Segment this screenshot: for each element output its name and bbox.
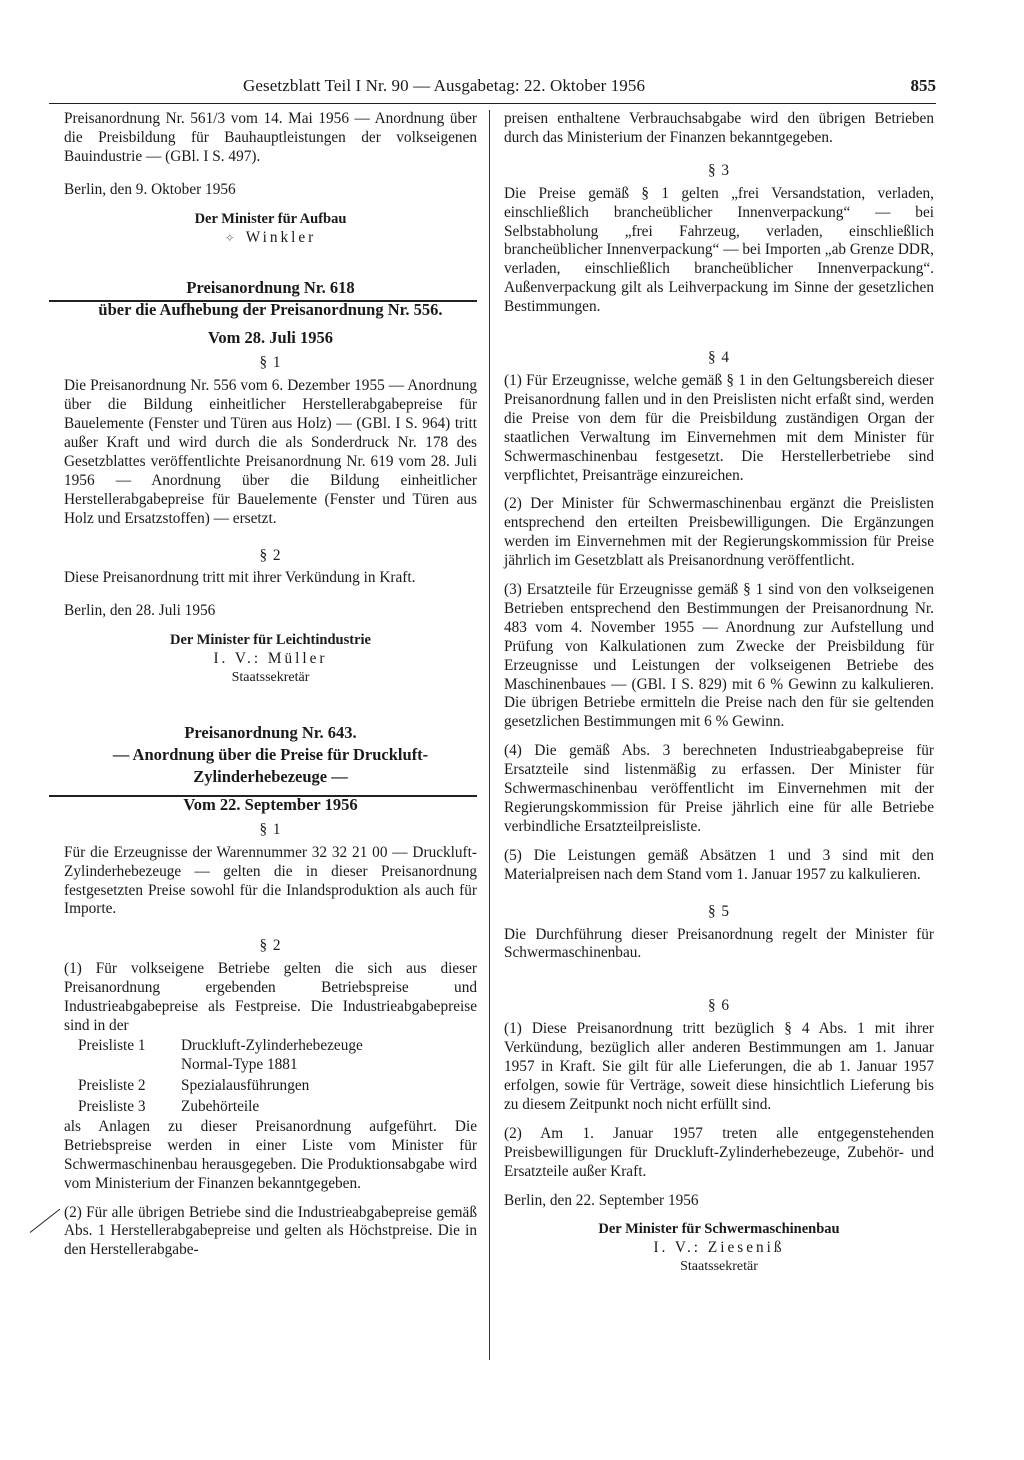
final-signer-role: Staatssekretär <box>680 1259 758 1275</box>
po618-section-2-text: Diese Preisanordnung tritt mit ihrer Verkündung in Kraft. <box>64 569 416 587</box>
po618-date: Vom 28. Juli 1956 <box>208 328 333 348</box>
section-4-p3: (3) Ersatzteile für Erzeugnisse gemäß § 1 sind von den volkseigenen Betrieben entsprechend den Bestimmungen der Preisanordnung Nr. 483 vom 4. November 1955 — Anordnung zur Aufstellung und Prüfung von Kalkulationen zum Zwecke der Preisbildung für Erzeugnisse und Leistungen der volkseigenen Betriebe des Maschinenbaues — (GBl. I S. 829) mit 6 % Gewinn zu kalkulieren. Die übrigen Betriebe ermitteln die Preise nach den für sie geltenden gesetzlichen Bestimmungen mit 6 % Gewinn. <box>504 581 934 731</box>
section-4-p5: (5) Die Leistungen gemäß Absätzen 1 und 3 sind mit den Materialpreisen nach dem Stand vom 1. Januar 1957 zu kalkulieren. <box>504 846 934 883</box>
po618-place-date: Berlin, den 28. Juli 1956 <box>64 602 216 620</box>
price-list-desc: Druckluft-Zylinderhebezeuge Normal-Type 1881 <box>181 1036 363 1073</box>
page-number: 855 <box>910 76 936 95</box>
section-3-text: Die Preise gemäß § 1 gelten „frei Versandstation, verladen, einschließlich brancheüblicher Innenverpackung“ — bei Selbstabholung „frei Fahrzeug, verladen, einschließlich brancheüblicher Innenverpackung“ — bei Importen „ab Grenze DDR, verladen, einschließlich brancheüblicher Innenverpackung“. Außenverpackung gilt als Leihverpackung im Sinne der gesetzlichen Bestimmungen. <box>504 184 934 316</box>
header-rule <box>49 103 936 104</box>
section-rule-2 <box>49 795 477 797</box>
intro-place-date: Berlin, den 9. Oktober 1956 <box>64 180 236 198</box>
po618-signer-name: I. V.: Müller <box>213 650 328 668</box>
section-rule-1 <box>49 300 477 302</box>
po643-section-2: § 2 <box>259 937 282 955</box>
po618-signer: Der Minister für Leichtindustrie <box>170 632 371 649</box>
po618-title-line1: Preisanordnung Nr. 618 <box>186 278 355 298</box>
po618-section-2: § 2 <box>259 546 282 564</box>
po643-section-1: § 1 <box>259 820 282 838</box>
po643-date: Vom 22. September 1956 <box>183 794 358 814</box>
po643-section-2-p1-cont: als Anlagen zu dieser Preisanordnung aufgeführt. Die Betriebspreise werden in einer Liste vom Minister für Schwermaschinenbau herausgegeben. Die Produktionsabgabe wird vom Ministerium der Finanzen bekanntgegeben. <box>64 1117 477 1192</box>
price-list-row <box>78 1036 401 1076</box>
section-5: § 5 <box>707 902 731 920</box>
section-4-p1: (1) Für Erzeugnisse, welche gemäß § 1 in den Geltungsbereich dieser Preisanordnung fallen und in den Preislisten nicht erfaßt sind, werden die Preise von dem für die Preisbildung zuständigen Organ der staatlichen Verwaltung im Einvernehmen mit dem Minister für Schwermaschinenbau festgesetzt. Die Herstellerbetriebe sind verpflichtet, Preisanträge einzureichen. <box>504 371 934 484</box>
po643-title-line3: Zylinderhebezeuge — <box>193 766 348 786</box>
continuation-paragraph: preisen enthaltene Verbrauchsabgabe wird den übrigen Betrieben durch das Ministerium der Finanzen bekanntgegeben. <box>504 110 934 146</box>
price-list-label: Preisliste 1 <box>78 1036 146 1054</box>
final-place-date: Berlin, den 22. September 1956 <box>504 1191 699 1209</box>
po643-title-line1: Preisanordnung Nr. 643. <box>184 722 357 742</box>
po643-section-2-p1: (1) Für volkseigene Betriebe gelten die sich aus dieser Preisanordnung ergebenden Betriebspreise und Industrieabgabepreise als Festpreise. Die Industrieabgabepreise sind in der <box>64 960 477 1034</box>
po618-signer-role: Staatssekretär <box>231 670 310 686</box>
price-list-desc: Spezialausführungen <box>181 1076 310 1094</box>
po618-title-line2: über die Aufhebung der Preisanordnung Nr. 556. <box>98 300 443 320</box>
price-list-row <box>78 1076 401 1097</box>
section-6-p2: (2) Am 1. Januar 1957 treten alle entgegenstehenden Preisbewilligungen für Druckluft-Zylinderhebezeuge, Zubehör- und Ersatzteile außer Kraft. <box>504 1124 934 1180</box>
intro-signer-name-text: Winkler <box>245 228 317 246</box>
section-4-p2: (2) Der Minister für Schwermaschinenbau ergänzt die Preislisten entsprechend den erteilten Preisbewilligungen. Die Ergänzungen werden im Einvernehmen mit der Regierungskommission für Preise jährlich im Gesetzblatt als Preisanordnung veröffentlicht. <box>504 495 934 570</box>
section-3: § 3 <box>707 161 731 179</box>
section-5-text: Die Durchführung dieser Preisanordnung regelt der Minister für Schwermaschinenbau. <box>504 925 934 962</box>
page-header <box>0 76 1024 104</box>
section-6: § 6 <box>707 997 731 1015</box>
column-divider <box>489 110 490 1360</box>
price-list-table <box>78 1036 401 1118</box>
price-list-row <box>78 1097 401 1118</box>
po643-section-2-p2: (2) Für alle übrigen Betriebe sind die Industrieabgabepreise gemäß Abs. 1 Herstellerabgabepreise und gelten als Höchstpreise. Die in den Herstellerabgabe- <box>64 1203 477 1259</box>
right-column <box>504 110 934 1277</box>
price-list-label: Preisliste 3 <box>78 1097 146 1115</box>
price-list-label: Preisliste 2 <box>78 1076 146 1094</box>
margin-mark <box>30 1209 61 1233</box>
section-6-p1: (1) Diese Preisanordnung tritt bezüglich § 4 Abs. 1 mit ihrer Verkündung, bezüglich aller anderen Bestimmungen am 1. Januar 1957 in Kraft. Sie gilt für alle Lieferungen, die ab 1. Januar 1957 erfolgen, sowie für Verträge, soweit diese hinsichtlich Lieferung bis zu diesem Zeitpunkt noch nicht erfüllt sind. <box>504 1020 934 1113</box>
po643-section-1-text: Für die Erzeugnisse der Warennummer 32 32 21 00 — Druckluft-Zylinderhebezeuge — gelten die in dieser Preisanordnung festgesetzten Preise sowohl für die Inlandsproduktion als auch für Importe. <box>64 843 477 918</box>
po618-section-1-text: Die Preisanordnung Nr. 556 vom 6. Dezember 1955 — Anordnung über die Bildung einheitlicher Herstellerabgabepreise für Bauelemente (Fenster und Türen aus Holz) — (GBl. I S. 964) tritt außer Kraft und wird durch die als Sonderdruck Nr. 178 des Gesetzblattes veröffentlichte Preisanordnung Nr. 619 vom 28. Juli 1956 — Anordnung über die Bildung einheitlicher Herstellerabgabepreise für Bauelemente (Fenster und Türen aus Holz und Ersatzstoffen) — ersetzt. <box>64 377 477 527</box>
po618-section-1: § 1 <box>259 354 282 372</box>
po643-title-line2: — Anordnung über die Preise für Druckluft- <box>112 744 429 764</box>
final-signer: Der Minister für Schwermaschinenbau <box>598 1221 840 1238</box>
intro-paragraph: Preisanordnung Nr. 561/3 vom 14. Mai 1956 — Anordnung über die Preisbildung für Bauhauptleistungen der volkseigenen Bauindustrie — (GBl. I S. 497). <box>64 110 477 165</box>
intro-signer-name <box>64 229 477 248</box>
final-signer-name: I. V.: Ziesenіß <box>653 1239 785 1257</box>
intro-signer: Der Minister für Aufbau <box>194 210 347 227</box>
left-column <box>64 110 477 1260</box>
section-4: § 4 <box>707 349 731 367</box>
stamp-mark-icon: ✧ <box>224 230 238 245</box>
price-list-desc: Zubehörteile <box>181 1097 260 1115</box>
gazette-header-title: Gesetzblatt Teil I Nr. 90 — Ausgabetag: 22. Oktober 1956 <box>243 76 646 95</box>
section-4-p4: (4) Die gemäß Abs. 3 berechneten Industrieabgabepreise für Ersatzteile sind listenmäßig zu erfassen. Der Minister für Schwermaschinenbau veröffentlicht im Einvernehmen mit der Regierungskommission für Preise jährlich eine für alle Betriebe verbindliche Ersatzteilpreisliste. <box>504 742 934 835</box>
